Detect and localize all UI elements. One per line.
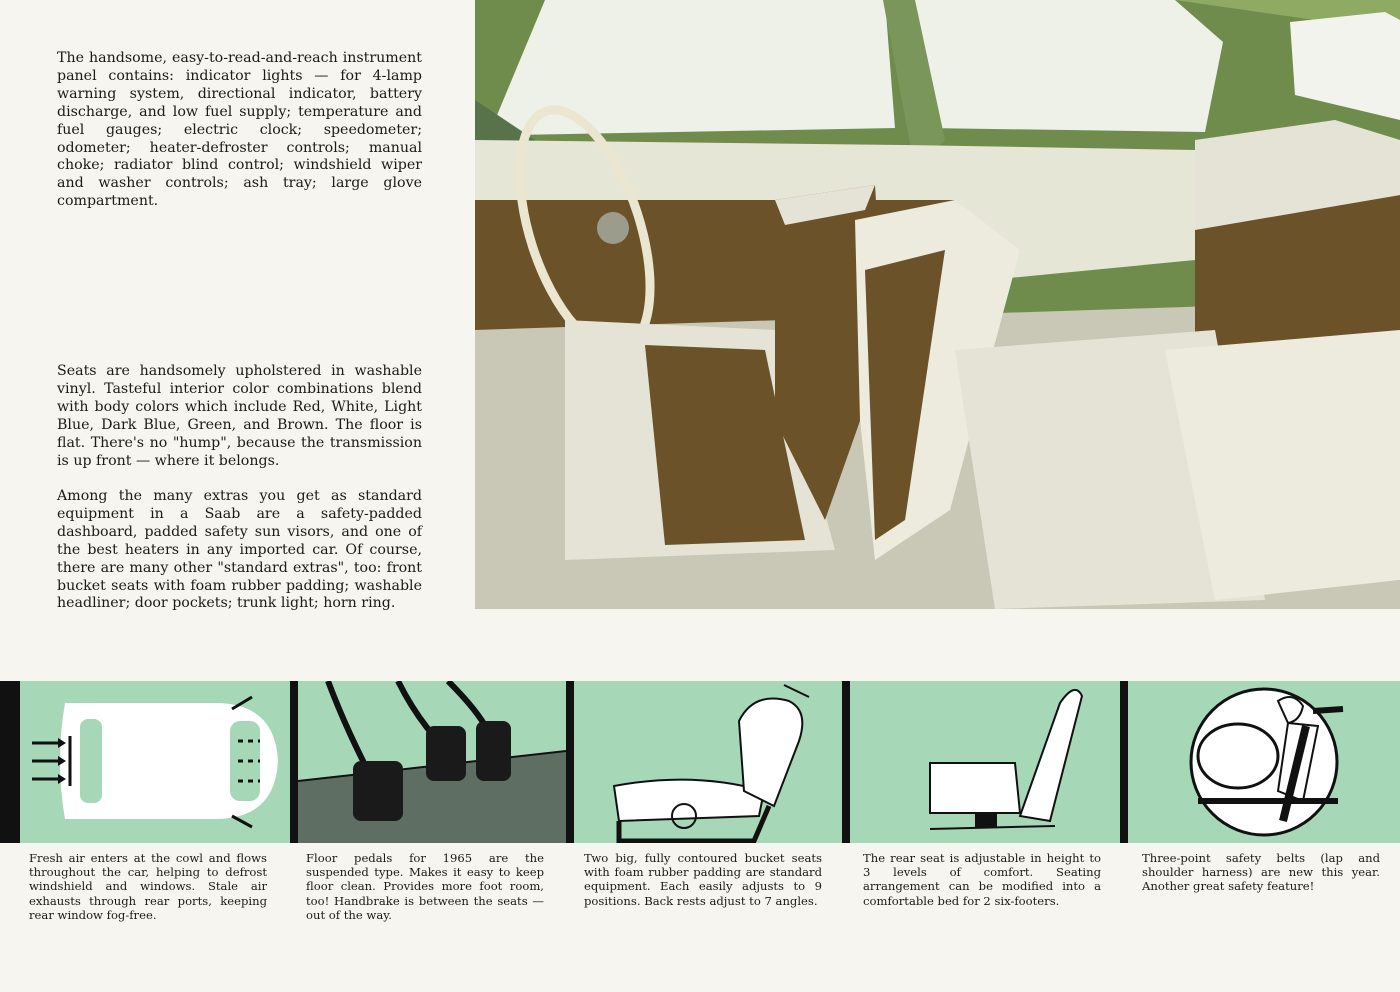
feature-illustration-strip bbox=[0, 681, 1400, 843]
car-airflow-illustration-icon bbox=[20, 681, 290, 843]
rear-seat-caption: The rear seat is adjustable in height to 3 levels of comfort. Seating arrangement can be modified into a comfortable bed for 2 six-footers. bbox=[863, 851, 1101, 908]
bucket-seats-caption: Two big, fully contoured bucket seats with foam rubber padding are standard equipment. Each easily adjusts to 9 positions. Back rests adjust to 7 angles. bbox=[584, 851, 822, 908]
standard-extras-paragraph: Among the many extras you get as standard equipment in a Saab are a safety-padded dashboard, padded safety sun visors, and one of the best heaters in any imported car. Of course, there are many other "standard extras", too: front bucket seats with foam rubber padding; washable headliner; door pockets; trunk light; horn ring. bbox=[57, 488, 422, 612]
instrument-panel-paragraph: The handsome, easy-to-read-and-reach instrument panel contains: indicator lights — for 4-lamp warning system, directional indicator, battery discharge, and low fuel supply; temperature and fuel gauges; electric clock; speedometer; odometer; heater-defroster controls; manual choke; radiator blind control; windshield wiper and washer controls; ash tray; large glove compartment. bbox=[57, 50, 422, 210]
car-interior-photo bbox=[475, 0, 1400, 609]
pedals-illustration-icon bbox=[298, 681, 566, 843]
safety-belts-caption: Three-point safety belts (lap and shoulder harness) are new this year. Another great safety feature! bbox=[1142, 851, 1380, 894]
seatbelt-illustration-icon bbox=[1128, 681, 1400, 843]
rear-seat-illustration-icon bbox=[850, 681, 1120, 843]
seats-paragraph: Seats are handsomely upholstered in washable vinyl. Tasteful interior color combinations blend with body colors which include Red, White, Light Blue, Dark Blue, Green, and Brown. The floor is flat. There's no "hump", because the transmission is up front — where it belongs. bbox=[57, 363, 422, 469]
floor-pedals-caption: Floor pedals for 1965 are the suspended type. Makes it easy to keep floor clean. Provides more foot room, too! Handbrake is between the seats — out of the way. bbox=[306, 851, 544, 922]
bucket-seat-illustration-icon bbox=[574, 681, 842, 843]
fresh-air-caption: Fresh air enters at the cowl and flows throughout the car, helping to defrost windshield and windows. Stale air exhausts through rear ports, keeping rear window fog-free. bbox=[29, 851, 267, 922]
